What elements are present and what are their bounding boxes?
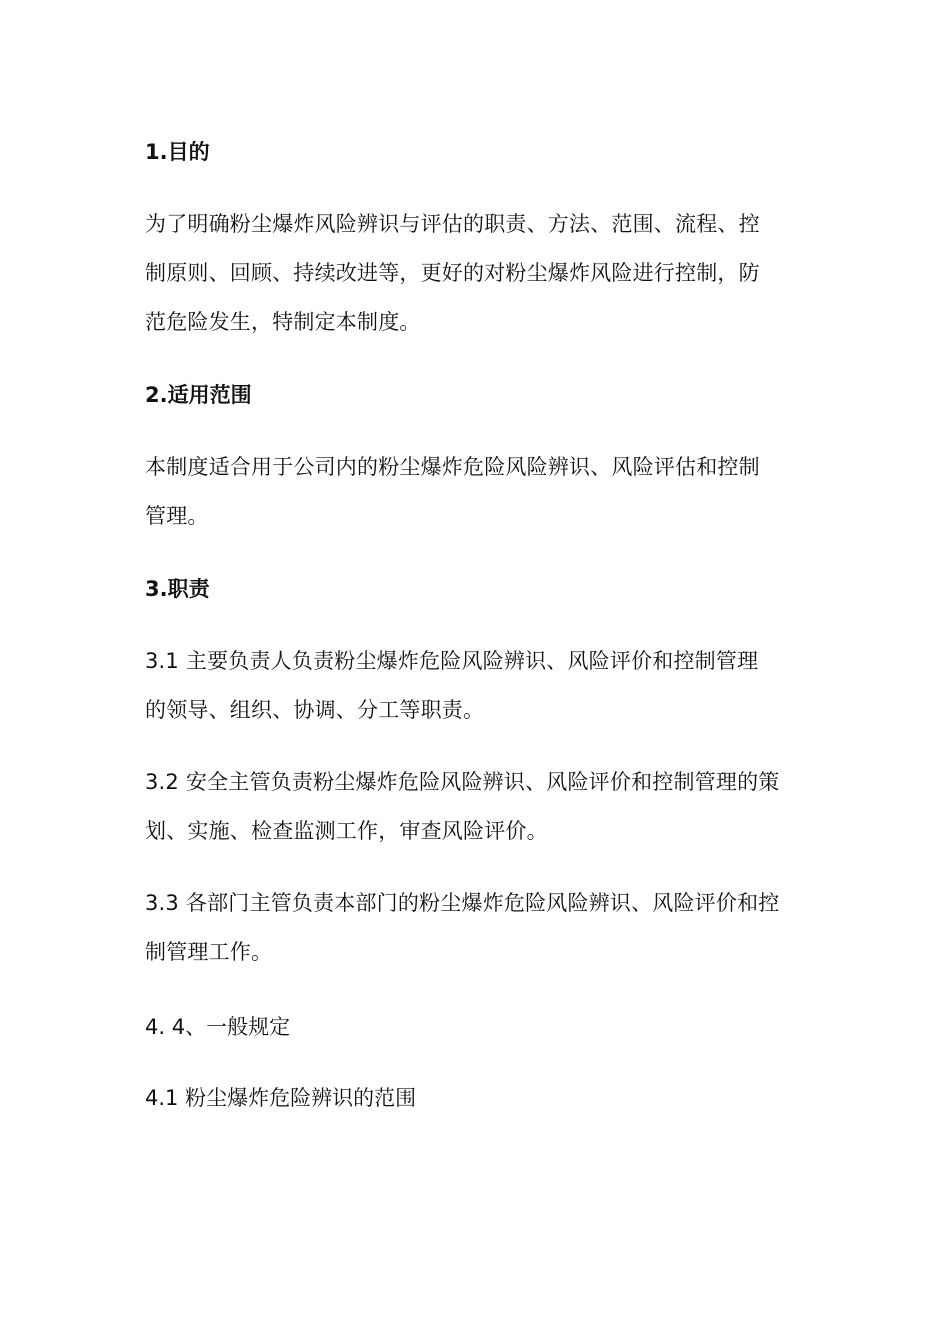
paragraph-line: 划、实施、检查监测工作，审查风险评价。 bbox=[145, 819, 548, 843]
section-3-heading: 3.职责 bbox=[145, 577, 210, 601]
section-2-paragraph bbox=[145, 443, 810, 541]
paragraph-line: 3.2 安全主管负责粉尘爆炸危险风险辨识、风险评价和控制管理的策 bbox=[145, 770, 780, 794]
paragraph-line: 3.1 主要负责人负责粉尘爆炸危险风险辨识、风险评价和控制管理 bbox=[145, 649, 759, 673]
paragraph-line: 范危险发生，特制定本制度。 bbox=[145, 310, 421, 334]
section-3-2-paragraph bbox=[145, 758, 810, 856]
section-1-heading: 1.目的 bbox=[145, 140, 210, 164]
paragraph-line: 的领导、组织、协调、分工等职责。 bbox=[145, 698, 485, 722]
section-3-1-paragraph bbox=[145, 637, 810, 735]
paragraph-line: 管理。 bbox=[145, 504, 209, 528]
section-2-heading: 2.适用范围 bbox=[145, 383, 252, 407]
section-4-1-line: 4.1 粉尘爆炸危险辨识的范围 bbox=[145, 1086, 417, 1110]
paragraph-line: 制原则、回顾、持续改进等，更好的对粉尘爆炸风险进行控制，防 bbox=[145, 261, 760, 285]
paragraph-line: 为了明确粉尘爆炸风险辨识与评估的职责、方法、范围、流程、控 bbox=[145, 212, 760, 236]
section-1-paragraph bbox=[145, 200, 810, 347]
paragraph-line: 本制度适合用于公司内的粉尘爆炸危险风险辨识、风险评估和控制 bbox=[145, 455, 760, 479]
paragraph-line: 制管理工作。 bbox=[145, 940, 273, 964]
section-3-3-paragraph bbox=[145, 879, 810, 977]
paragraph-line: 3.3 各部门主管负责本部门的粉尘爆炸危险风险辨识、风险评价和控 bbox=[145, 891, 780, 915]
section-4-heading: 4. 4、一般规定 bbox=[145, 1015, 291, 1039]
